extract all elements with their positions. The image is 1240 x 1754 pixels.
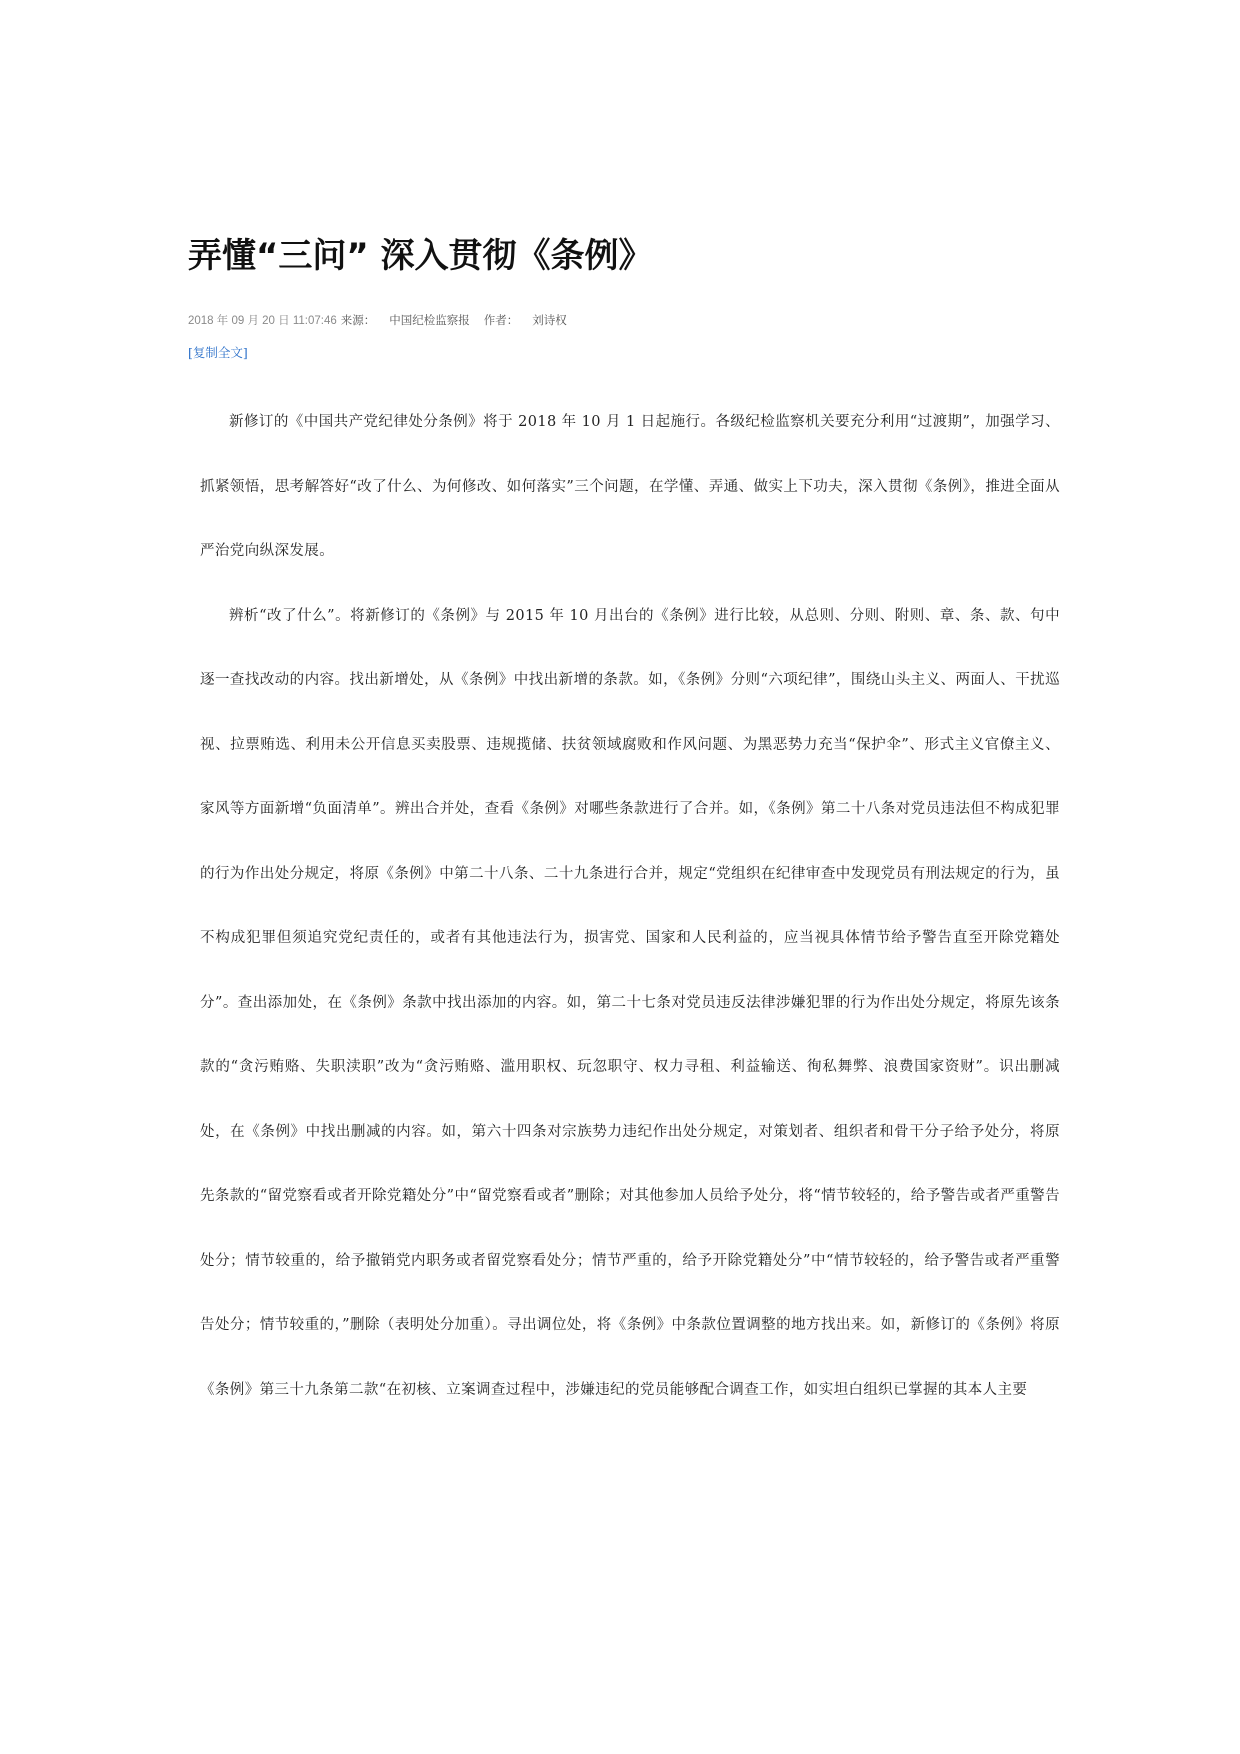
article-title: 弄懂“三问” 深入贯彻《条例》 xyxy=(188,236,653,276)
copy-full-text-link[interactable]: [复制全文] xyxy=(188,345,248,360)
source-value: 中国纪检监察报 xyxy=(389,313,470,327)
author-value: 刘诗权 xyxy=(532,313,567,327)
author-label: 作者： xyxy=(483,313,519,327)
article-body xyxy=(200,390,1060,1422)
publish-datetime: 2018 年 09 月 20 日 11:07:46 xyxy=(188,315,337,327)
article-paragraph-2: 辨析“改了什么”。将新修订的《条例》与 2015 年 10 月出台的《条例》进行比较，从总则、分则、附则、章、条、款、句中逐一查找改动的内容。找出新增处，从《条例》中找出新增的条款。如，《条例》分则“六项纪律”，围绕山头主义、两面人、干扰巡视、拉票贿选、利用未公开信息买卖股票、违规揽储、扶贫领域腐败和作风问题、为黑恶势力充当“保护伞”、形式主义官僚主义、家风等方面新增“负面清单”。辨出合并处，查看《条例》对哪些条款进行了合并。如，《条例》第二十八条对党员违法但不构成犯罪的行为作出处分规定，将原《条例》中第二十八条、二十九条进行合并，规定“党组织在纪律审查中发现党员有刑法规定的行为，虽不构成犯罪但须追究党纪责任的，或者有其他违法行为，损害党、国家和人民利益的，应当视具体情节给予警告直至开除党籍处分”。查出添加处，在《条例》条款中找出添加的内容。如，第二十七条对党员违反法律涉嫌犯罪的行为作出处分规定，将原先该条款的“贪污贿赂、失职渎职”改为“贪污贿赂、滥用职权、玩忽职守、权力寻租、利益输送、徇私舞弊、浪费国家资财”。识出删减处，在《条例》中找出删减的内容。如，第六十四条对宗族势力违纪作出处分规定，对策划者、组织者和骨干分子给予处分，将原先条款的“留党察看或者开除党籍处分”中“留党察看或者”删除；对其他参加人员给予处分，将“情节较轻的，给予警告或者严重警告处分；情节较重的，给予撤销党内职务或者留党察看处分；情节严重的，给予开除党籍处分”中“情节较轻的，给予警告或者严重警告处分；情节较重的，”删除（表明处分加重）。寻出调位处，将《条例》中条款位置调整的地方找出来。如，新修订的《条例》将原《条例》第三十九条第二款“在初核、立案调查过程中，涉嫌违纪的党员能够配合调查工作，如实坦白组织已掌握的其本人主要 xyxy=(200,607,1060,1398)
source-label: 来源： xyxy=(340,313,376,327)
article-meta xyxy=(188,312,581,328)
article-paragraph-1: 新修订的《中国共产党纪律处分条例》将于 2018 年 10 月 1 日起施行。各级纪检监察机关要充分利用“过渡期”，加强学习、抓紧领悟，思考解答好“改了什么、为何修改、如何落实”三个问题，在学懂、弄通、做实上下功夫，深入贯彻《条例》，推进全面从严治党向纵深发展。 xyxy=(200,414,1060,559)
